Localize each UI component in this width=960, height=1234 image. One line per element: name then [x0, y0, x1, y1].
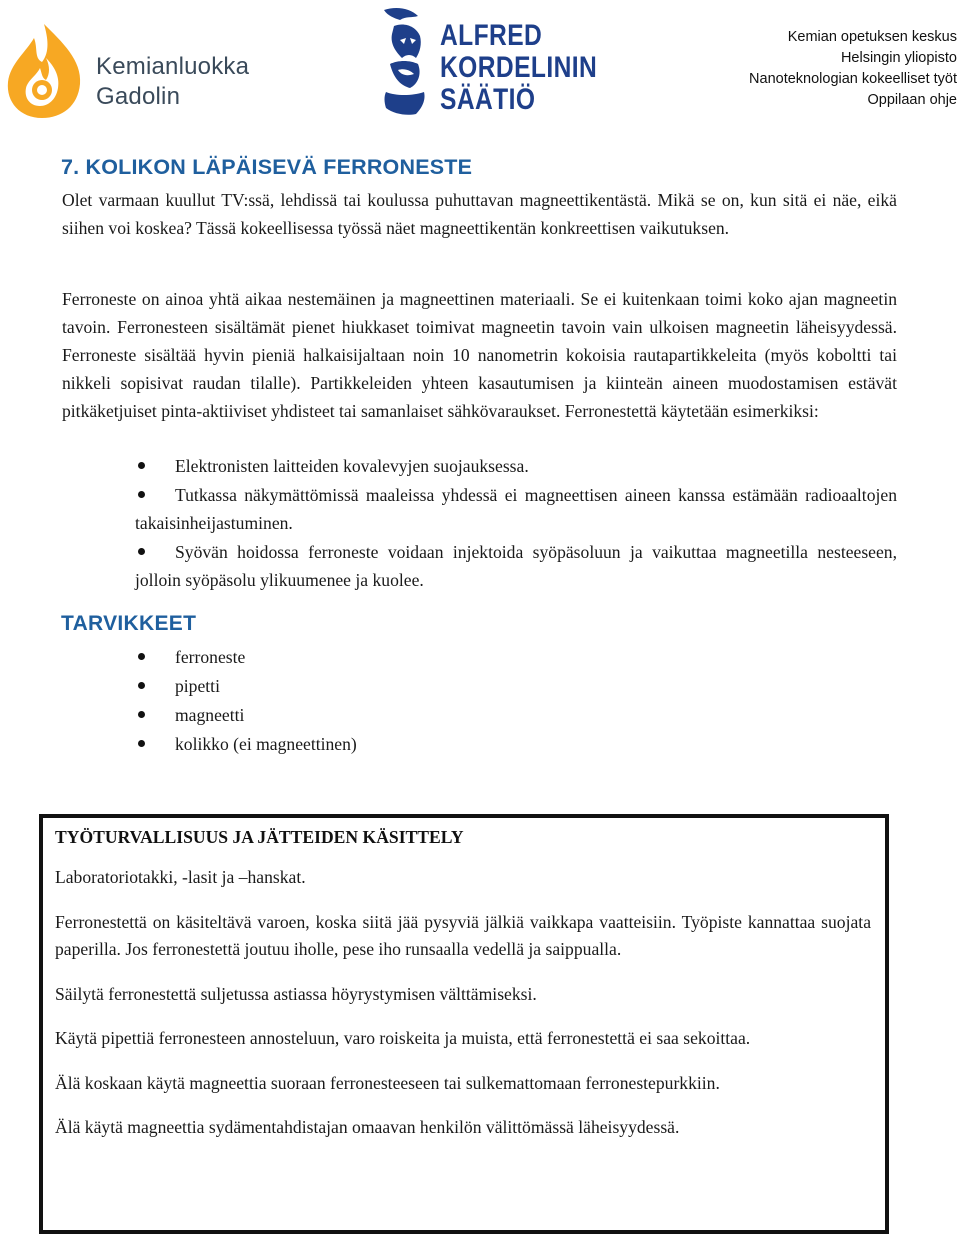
- kordelin-portrait-icon: [376, 4, 436, 118]
- supplies-heading: TARVIKKEET: [61, 612, 197, 635]
- header-info-line: Kemian opetuksen keskus: [787, 29, 957, 45]
- list-item: [135, 730, 897, 758]
- list-item-text: magneetti: [175, 705, 245, 725]
- kordelin-logo-line3: SÄÄTIÖ: [440, 83, 536, 116]
- kordelin-logo: [376, 4, 598, 120]
- bullet-icon: [138, 740, 145, 747]
- safety-paragraph: Laboratoriotakki, -lasit ja –hanskat.: [55, 867, 306, 887]
- safety-box: [39, 814, 889, 1234]
- gadolin-logo: [4, 22, 254, 122]
- page-title: 7. KOLIKON LÄPÄISEVÄ FERRONESTE: [61, 155, 473, 179]
- list-item-text: ferroneste: [175, 647, 246, 667]
- safety-paragraph: Älä koskaan käytä magneettia suoraan ferronesteeseen tai sulkemattomaan ferronestepurkkiin.: [55, 1072, 720, 1093]
- safety-paragraph: Käytä pipettiä ferronesteen annosteluun, varo roiskeita ja muista, että ferronestettä ei saa sekoittaa.: [55, 1028, 751, 1048]
- list-item: [135, 481, 897, 537]
- safety-content: [55, 824, 871, 1159]
- list-item: [135, 701, 897, 729]
- bullet-icon: [138, 682, 145, 689]
- gadolin-logo-line2: Gadolin: [96, 83, 181, 110]
- bullet-icon: [138, 462, 145, 469]
- description-paragraph: Ferroneste on ainoa yhtä aikaa nestemäinen ja magneettinen materiaali. Se ei kuitenkaan toimi koko ajan magneetin tavoin. Ferronesteen sisältämät pienet hiukkaset toimivat magneetin tavoin vain ulkoisen magneetin läheisyydessä. Ferroneste sisältää hyvin pieniä halkaisijaltaan noin 10 nanometrin kokoisia rautapartikkeleita (myös koboltti tai nikkeli sopisivat raudan tilalle). Partikkeleiden yhteen kasautumisen ja kiinteän aineen muodostamisen estävät pitkäketjuiset pinta-aktiiviset yhdisteet tai samanlaiset sähkövaraukset. Ferronestettä käytetään esimerkiksi:: [62, 289, 897, 421]
- header-info: [749, 27, 957, 111]
- list-item-text: kolikko (ei magneettinen): [175, 734, 357, 754]
- uses-list: [135, 452, 897, 595]
- header-info-line: Oppilaan ohje: [867, 92, 957, 108]
- bullet-icon: [138, 491, 145, 498]
- gadolin-logo-line1: Kemianluokka: [96, 53, 250, 80]
- list-item: [135, 538, 897, 594]
- kordelin-logo-line2: KORDELININ: [440, 51, 598, 84]
- supplies-list: [135, 643, 897, 759]
- safety-paragraph: Säilytä ferronestettä suljetussa astiassa höyrystymisen välttämiseksi.: [55, 983, 537, 1004]
- header-info-line: Helsingin yliopisto: [840, 50, 957, 66]
- header-info-line: Nanoteknologian kokeelliset työt: [749, 71, 957, 87]
- kordelin-wordmark: [440, 20, 597, 116]
- list-item: [135, 672, 897, 700]
- gadolin-wordmark: [96, 52, 249, 112]
- list-item-text: pipetti: [175, 676, 220, 696]
- list-item-text: Syövän hoidossa ferroneste voidaan injektoida syöpäsoluun ja vaikuttaa magneetilla nesteeseen, jolloin syöpäsolu ylikuumenee ja kuolee.: [135, 542, 897, 590]
- safety-paragraph: Ferronestettä on käsiteltävä varoen, koska siitä jää pysyviä jälkiä vaikkapa vaatteisiin. Työpiste kannattaa suojata paperilla. Jos ferronestettä joutuu iholle, pese iho runsaalla vedellä ja saippualla.: [55, 911, 871, 959]
- bullet-icon: [138, 711, 145, 718]
- intro-paragraph: Olet varmaan kuullut TV:ssä, lehdissä tai koulussa puhuttavan magneettikentästä. Mikä se on, kun sitä ei näe, eikä siihen voi koskea? Tässä kokeellisessa työssä näet magneettikentän konkreettisen vaikutuksen.: [62, 190, 897, 238]
- safety-title: TYÖTURVALLISUUS JA JÄTTEIDEN KÄSITTELY: [55, 827, 464, 847]
- bullet-icon: [138, 548, 145, 555]
- list-item-text: Elektronisten laitteiden kovalevyjen suojauksessa.: [175, 456, 529, 476]
- bullet-icon: [138, 653, 145, 660]
- safety-paragraph: Älä käytä magneettia sydämentahdistajan omaavan henkilön välittömässä läheisyydessä.: [55, 1117, 680, 1137]
- kordelin-logo-line1: ALFRED: [440, 19, 543, 52]
- list-item: [135, 643, 897, 671]
- gadolin-flame-icon: [4, 22, 84, 120]
- list-item-text: Tutkassa näkymättömissä maaleissa yhdessä ei magneettisen aineen kanssa estämään radioaaltojen takaisinheijastuminen.: [135, 485, 897, 533]
- list-item: [135, 452, 897, 480]
